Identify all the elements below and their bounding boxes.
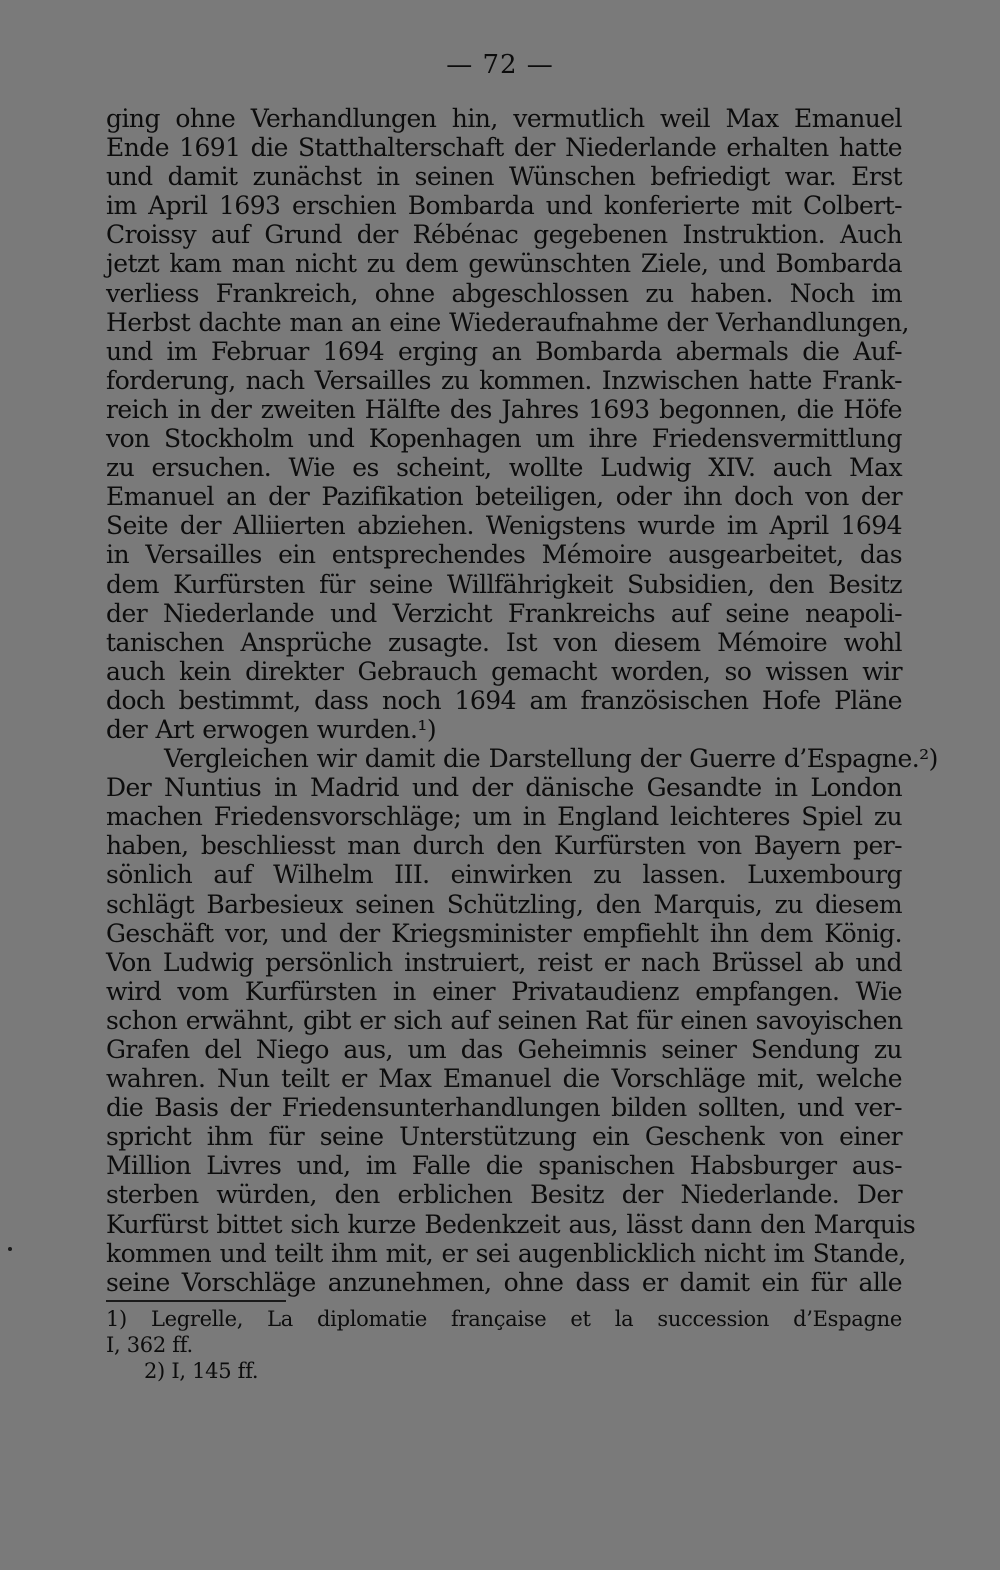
text-line: von Stockholm und Kopenhagen um ihre Friedensvermittlung (106, 424, 902, 454)
text-line: Herbst dachte man an eine Wiederaufnahme der Verhandlungen, (106, 307, 909, 337)
text-line: spricht ihm für seine Unterstützung ein Geschenk von einer (106, 1122, 902, 1152)
text-line: reich in der zweiten Hälfte des Jahres 1693 begonnen, die Höfe (106, 394, 902, 424)
text-line: die Basis der Friedensunterhandlungen bilden sollten, und ver- (106, 1093, 902, 1123)
footnote-2: 2) I, 145 ff. (144, 1359, 259, 1383)
text-line: dem Kurfürsten für seine Willfährigkeit Subsidien, den Besitz (106, 569, 902, 599)
text-line: im April 1693 erschien Bombarda und konferierte mit Colbert- (106, 191, 902, 221)
text-line: ging ohne Verhandlungen hin, vermutlich weil Max Emanuel (106, 104, 902, 133)
text-line: haben, beschliesst man durch den Kurfürsten von Bayern per- (106, 831, 902, 861)
text-line: doch bestimmt, dass noch 1694 am französischen Hofe Pläne (106, 685, 902, 715)
text-line: Emanuel an der Pazifikation beteiligen, oder ihn doch von der (106, 482, 902, 512)
text-line: Geschäft vor, und der Kriegsminister empfiehlt ihn dem König. (106, 918, 902, 948)
text-line: wahren. Nun teilt er Max Emanuel die Vorschläge mit, welche (106, 1064, 902, 1094)
text-line: Grafen del Niego aus, um das Geheimnis seiner Sendung zu (106, 1035, 902, 1064)
text-line: auch kein direkter Gebrauch gemacht worden, so wissen wir (106, 656, 902, 686)
text-line: sterben würden, den erblichen Besitz der Niederlande. Der (106, 1180, 902, 1210)
text-line: Croissy auf Grund der Rébénac gegebenen Instruktion. Auch (106, 220, 902, 250)
text-line: tanischen Ansprüche zusagte. Ist von diesem Mémoire wohl (106, 627, 902, 657)
footnotes (106, 1306, 902, 1384)
text-line: Seite der Alliierten abziehen. Wenigstens wurde im April 1694 (106, 511, 902, 541)
text-line: wird vom Kurfürsten in einer Privataudienz empfangen. Wie (106, 976, 902, 1006)
text-line: schlägt Barbesieux seinen Schützling, den Marquis, zu diesem (106, 889, 902, 919)
footnote-1: 1) Legrelle, La diplomatie française et la succession d’Espagne (106, 1307, 902, 1331)
text-line: der Niederlande und Verzicht Frankreichs auf seine neapoli- (106, 598, 902, 628)
text-line: Der Nuntius in Madrid und der dänische Gesandte in London (106, 773, 902, 803)
text-line: und im Februar 1694 erging an Bombarda abermals die Auf- (106, 336, 902, 366)
text-line: schon erwähnt, gibt er sich auf seinen Rat für einen savoyischen (106, 1005, 903, 1035)
text-line: verliess Frankreich, ohne abgeschlossen zu haben. Noch im (106, 278, 902, 308)
footnote-divider (106, 1300, 286, 1302)
text-line: zu ersuchen. Wie es scheint, wollte Ludwig XIV. auch Max (106, 453, 902, 483)
page-number: — 72 — (446, 50, 554, 80)
footnote-1-continuation: I, 362 ff. (106, 1333, 193, 1357)
text-line: Ende 1691 die Statthalterschaft der Niederlande erhalten hatte (106, 133, 902, 163)
text-line: sönlich auf Wilhelm III. einwirken zu lassen. Luxembourg (106, 860, 902, 890)
text-line: kommen und teilt ihm mit, er sei augenblicklich nicht im Stande, (106, 1238, 906, 1268)
text-line: Von Ludwig persönlich instruiert, reist er nach Brüssel ab und (106, 947, 902, 977)
text-line: Kurfürst bittet sich kurze Bedenkzeit aus, lässt dann den Marquis (106, 1209, 916, 1239)
text-line: und damit zunächst in seinen Wünschen befriedigt war. Erst (106, 162, 902, 192)
text-line: in Versailles ein entsprechendes Mémoire ausgearbeitet, das (106, 540, 902, 570)
margin-mark (8, 1247, 12, 1251)
text-line: der Art erwogen wurden.¹) (106, 714, 437, 744)
text-line: jetzt kam man nicht zu dem gewünschten Ziele, und Bombarda (106, 249, 902, 279)
text-line: seine Vorschläge anzunehmen, ohne dass er damit ein für alle (106, 1267, 902, 1297)
text-line: machen Friedensvorschläge; um in England leichteres Spiel zu (106, 802, 902, 832)
text-line: forderung, nach Versailles zu kommen. Inzwischen hatte Frank- (106, 365, 902, 395)
main-text (106, 104, 938, 1297)
paragraph-start-line: Vergleichen wir damit die Darstellung der Guerre d’Espagne.²) (164, 744, 938, 774)
text-line: Million Livres und, im Falle die spanischen Habsburger aus- (106, 1151, 902, 1181)
